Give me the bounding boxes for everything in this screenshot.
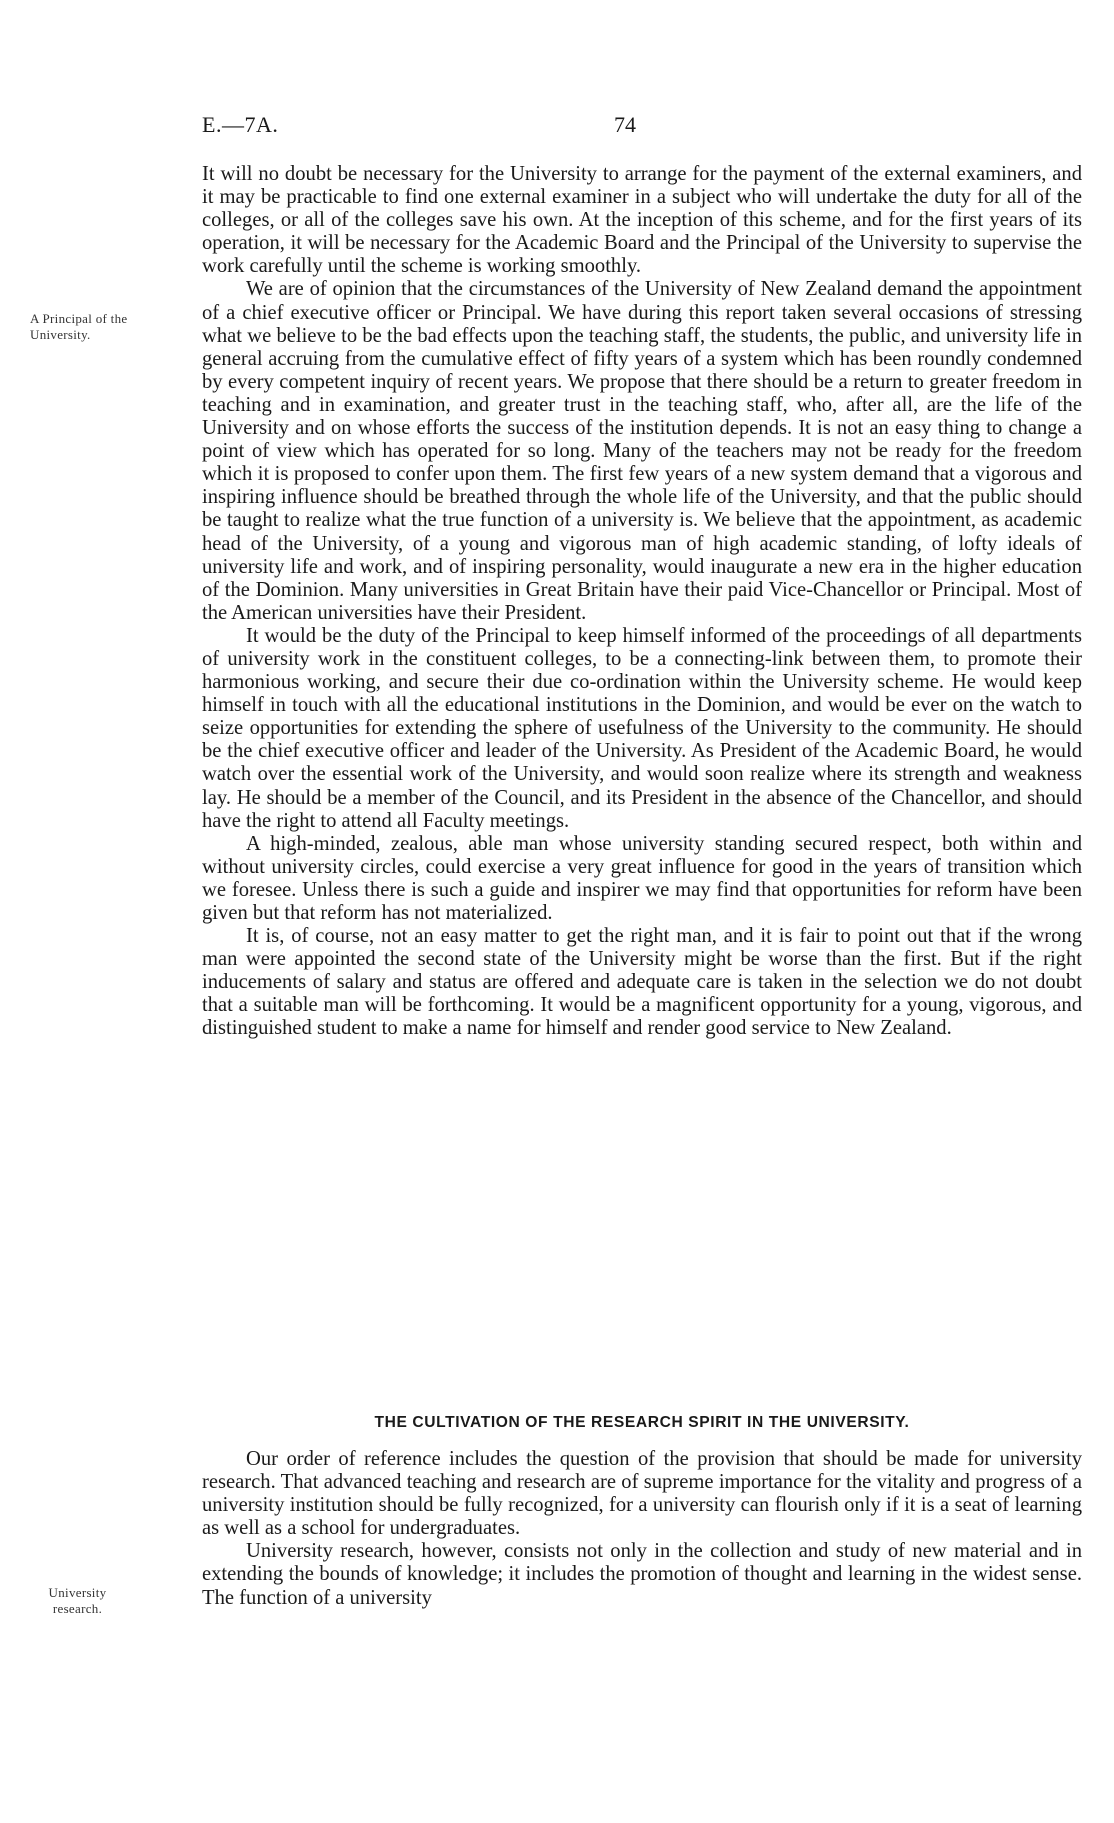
page-header [202, 112, 1082, 144]
paragraph-right-man: It is, of course, not an easy matter to get the right man, and it is fair to point out that if the wrong man were appointed the second state of the University might be worse than the first. But if the right inducements of salary and status are offered and adequate care is taken in the selection we do not doubt that a suitable man will be forthcoming. It would be a magnificent opportunity for a young, vigorous, and distinguished student to make a name for himself and render good service to New Zealand. [202, 925, 1082, 1040]
paragraph-order-of-reference: Our order of reference includes the question of the provision that should be made for university research. That advanced teaching and research are of supreme importance for the vitality and progress of a university institution should be fully recognized, for a university can flourish only if it is a seat of learning as well as a school for undergraduates. [202, 1448, 1082, 1540]
document-reference: E.—7A. [202, 112, 279, 137]
section-one-body [202, 163, 1082, 1041]
paragraph-principal-duties: It would be the duty of the Principal to keep himself informed of the proceedings of all departments of university work in the constituent colleges, to be a connecting-link between them, to promote their harmonious working, and secure their due co-ordination within the University scheme. He would keep himself in touch with all the educational institutions in the Dominion, and would be ever on the watch to seize opportunities for extending the sphere of usefulness of the University to the community. He should be the chief executive officer and leader of the University. As President of the Academic Board, he would watch over the essential work of the University, and would soon realize where its strength and weakness lay. He should be a member of the Council, and its President in the absence of the Chancellor, and should have the right to attend all Faculty meetings. [202, 624, 1082, 832]
page-number: 74 [614, 112, 636, 137]
paragraph-principal-need: We are of opinion that the circumstances of the University of New Zealand demand the appointment of a chief executive officer or Principal. We have during this report taken several occasions of stressing what we believe to be the bad effects upon the teaching staff, the students, the public, and university life in general accruing from the cumulative effect of fifty years of a system which has been roundly condemned by every competent inquiry of recent years. We propose that there should be a return to greater freedom in teaching and in examination, and greater trust in the teaching staff, who, after all, are the life of the University and on whose efforts the success of the institution depends. It is not an easy thing to change a point of view which has operated for so long. Many of the teachers may not be ready for the freedom which it is proposed to confer upon them. The first few years of a new system demand that a vigorous and inspiring influence should be breathed through the whole life of the University, and that the public should be taught to realize what the true function of a university is. We believe that the appointment, as academic head of the University, of a young and vigorous man of high academic standing, of lofty ideals of university life and work, and of inspiring personality, would inaugurate a new era in the higher education of the Dominion. Many universities in Great Britain have their paid Vice-Chancellor or Principal. Most of the American universities have their President. [202, 278, 1082, 624]
paragraph-examiners: It will no doubt be necessary for the University to arrange for the payment of the external examiners, and it may be practicable to find one external examiner in a subject who will undertake the duty for all of the colleges, or all of the colleges save his own. At the inception of this scheme, and for the first years of its operation, it will be necessary for the Academic Board and the Principal of the University to supervise the work carefully until the scheme is working smoothly. [202, 163, 1082, 278]
section-heading-research: THE CULTIVATION OF THE RESEARCH SPIRIT IN THE UNIVERSITY. [374, 1414, 910, 1431]
margin-note-principal: A Principal of the University. [30, 311, 128, 342]
paragraph-high-minded-man: A high-minded, zealous, able man whose university standing secured respect, both within and without university circles, could exercise a very great influence for good in the years of transition which we foresee. Unless there is such a guide and inspirer we may find that opportunities for reform have been given but that reform has not materialized. [202, 832, 1082, 924]
paragraph-university-research: University research, however, consists not only in the collection and study of new material and in extending the bounds of knowledge; it includes the promotion of thought and learning in the widest sense. The function of a university [202, 1540, 1082, 1609]
margin-note-research: University research. [48, 1585, 107, 1616]
section-two-body [202, 1448, 1082, 1610]
